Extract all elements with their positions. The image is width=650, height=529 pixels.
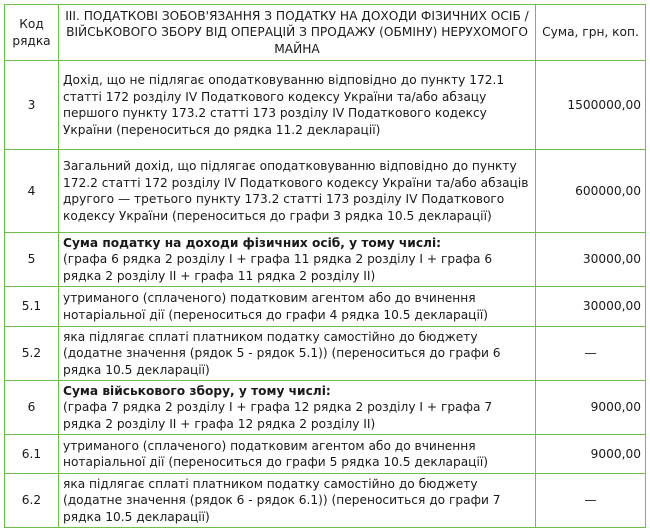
table-row (5, 287, 646, 327)
row-description (59, 287, 536, 327)
header-row (5, 5, 646, 61)
row-description (59, 233, 536, 287)
row-description (59, 61, 536, 150)
row-desc-text: яка підлягає сплаті платником податку самостійно до бюджету (додатне значення (рядок 6 - рядок 6.1)) (переноситься до графи 7 рядка 10.5 декларації) (63, 476, 501, 524)
table-row (5, 474, 646, 528)
row-code: 6 (5, 381, 59, 435)
row-desc-text: Загальний дохід, що підлягає оподатковуванню відповідно до пункту 172.2 статті 172 розділу IV Податкового кодексу України та/або абзаців другого — третього пункту 173.2 статті 173 розділу IV Податкового кодексу України (переноситься до графи 3 рядка 10.5 декларації) (63, 159, 529, 223)
row-title-text: Сума податку на доходи фізичних осіб, у тому числі: (63, 235, 442, 250)
row-sum: 30000,00 (536, 233, 646, 287)
table-row (5, 381, 646, 435)
table-row (5, 233, 646, 287)
row-code: 4 (5, 150, 59, 233)
row-desc-text: (графа 6 рядка 2 розділу I + графа 11 рядка 2 розділу I + графа 6 рядка 2 розділу II + графа 11 рядка 2 розділу II) (63, 252, 493, 283)
row-code: 3 (5, 61, 59, 150)
row-desc-text: (графа 7 рядка 2 розділу I + графа 12 рядка 2 розділу I + графа 7 рядка 2 розділу II + графа 12 рядка 2 розділу II) (63, 400, 493, 431)
header-sum: Сума, грн, коп. (536, 5, 646, 61)
row-title-text: Сума військового збору, у тому числі: (63, 383, 331, 398)
table-row (5, 327, 646, 381)
header-code: Код рядка (5, 5, 59, 61)
row-code: 6.1 (5, 435, 59, 474)
row-sum: — (536, 327, 646, 381)
row-code: 6.2 (5, 474, 59, 528)
row-desc-text: утриманого (сплаченого) податковим агентом або до вчинення нотаріальної дії (переноситься до графи 5 рядка 10.5 декларації) (63, 438, 488, 469)
row-code: 5 (5, 233, 59, 287)
row-desc-text: утриманого (сплаченого) податковим агентом або до вчинення нотаріальної дії (переноситься до графи 4 рядка 10.5 декларації) (63, 291, 488, 322)
tax-obligations-table (4, 4, 646, 528)
header-title: ІІІ. ПОДАТКОВІ ЗОБОВ'ЯЗАННЯ З ПОДАТКУ НА ДОХОДИ ФІЗИЧНИХ ОСІБ / ВІЙСЬКОВОГО ЗБОРУ ВІД ОПЕРАЦІЙ З ПРОДАЖУ (ОБМІНУ) НЕРУХОМОГО МАЙНА (59, 5, 536, 61)
table-row (5, 150, 646, 233)
row-sum: 9000,00 (536, 435, 646, 474)
table-row (5, 61, 646, 150)
row-description (59, 435, 536, 474)
row-description (59, 327, 536, 381)
row-sum: 600000,00 (536, 150, 646, 233)
row-sum: 30000,00 (536, 287, 646, 327)
row-sum: — (536, 474, 646, 528)
row-desc-text: Дохід, що не підлягає оподатковуванню відповідно до пункту 172.1 статті 172 розділу IV Податкового кодексу України та/або абзацу першого пункту 173.2 статті 173 розділу IV Податкового кодексу України (переноситься до рядка 11.2 декларації) (63, 73, 505, 137)
table-row (5, 435, 646, 474)
row-desc-text: яка підлягає сплаті платником податку самостійно до бюджету (додатне значення (рядок 5 - рядок 5.1)) (переноситься до графи 6 рядка 10.5 декларації) (63, 329, 501, 377)
row-description (59, 474, 536, 528)
row-code: 5.1 (5, 287, 59, 327)
row-code: 5.2 (5, 327, 59, 381)
row-description (59, 150, 536, 233)
row-description (59, 381, 536, 435)
row-sum: 9000,00 (536, 381, 646, 435)
row-sum: 1500000,00 (536, 61, 646, 150)
